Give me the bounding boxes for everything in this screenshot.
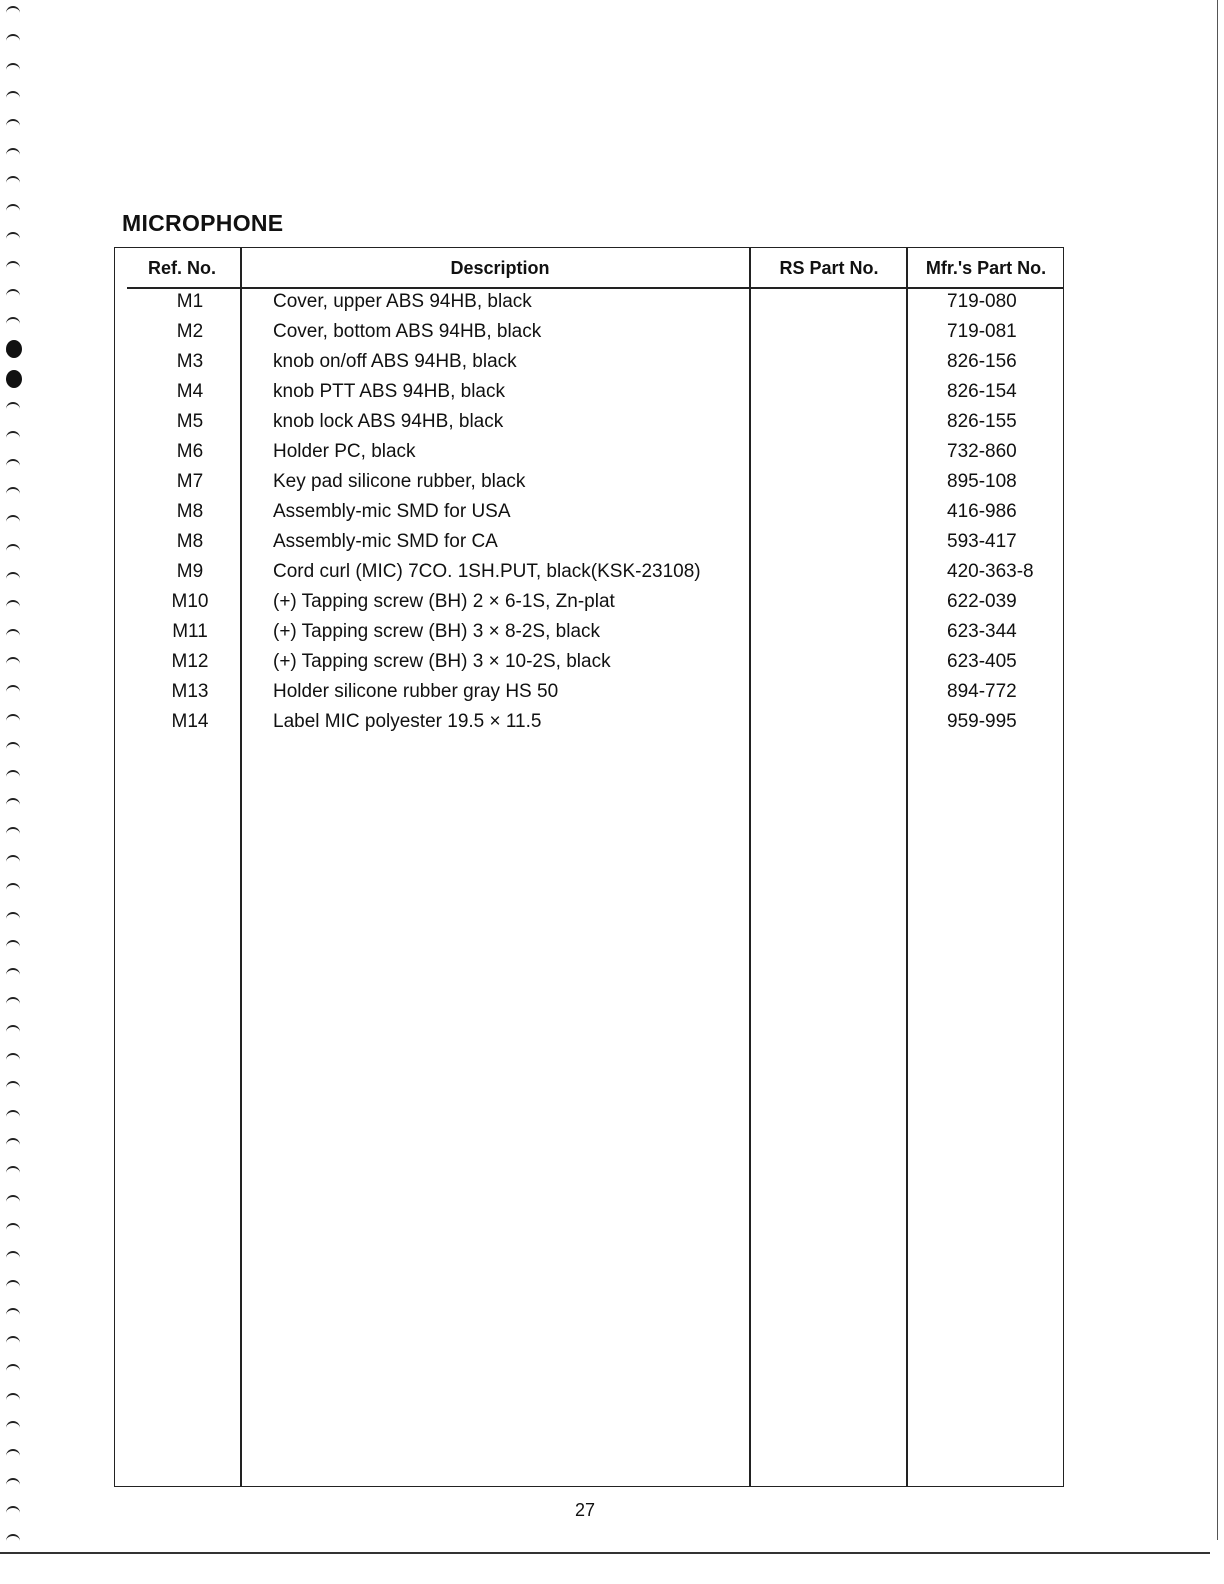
- binding-ring-mark: [6, 1053, 20, 1062]
- binding-ring-mark: [6, 289, 20, 298]
- table-row: [115, 620, 1063, 650]
- mfr-part-cell: 894-772: [947, 681, 1017, 702]
- binding-ring-mark: [6, 968, 20, 977]
- table-row: [115, 590, 1063, 620]
- description-cell: Key pad silicone rubber, black: [273, 471, 526, 492]
- binding-ring-mark: [6, 1421, 20, 1430]
- ref-cell: M13: [171, 681, 209, 702]
- mfr-part-cell: 826-154: [947, 381, 1017, 402]
- ref-cell: M1: [176, 291, 204, 312]
- table-row: [115, 710, 1063, 740]
- binding-ring-mark: [6, 1081, 20, 1090]
- punch-hole: [6, 370, 22, 388]
- ref-cell: M5: [176, 411, 204, 432]
- binding-ring-mark: [6, 572, 20, 581]
- ref-cell: M4: [176, 381, 204, 402]
- table-row: [115, 680, 1063, 710]
- description-cell: (+) Tapping screw (BH) 3 × 8-2S, black: [273, 621, 601, 642]
- binding-ring-mark: [6, 148, 20, 157]
- table-row: [115, 470, 1063, 500]
- description-cell: Cover, upper ABS 94HB, black: [273, 291, 532, 312]
- mfr-part-cell: 593-417: [947, 531, 1017, 552]
- table-row: [115, 500, 1063, 530]
- binding-ring-mark: [6, 798, 20, 807]
- table-row: [115, 320, 1063, 350]
- binding-ring-mark: [6, 1449, 20, 1458]
- page-edge-right: [1217, 0, 1218, 1540]
- binding-ring-mark: [6, 1506, 20, 1515]
- binding-ring-mark: [6, 232, 20, 241]
- binding-ring-mark: [6, 997, 20, 1006]
- description-cell: Cover, bottom ABS 94HB, black: [273, 321, 542, 342]
- description-cell: knob on/off ABS 94HB, black: [273, 351, 517, 372]
- ref-cell: M9: [176, 561, 204, 582]
- table-row: [115, 380, 1063, 410]
- table-row: [115, 440, 1063, 470]
- ref-cell: M6: [176, 441, 204, 462]
- binding-ring-mark: [6, 1025, 20, 1034]
- description-cell: knob PTT ABS 94HB, black: [273, 381, 505, 402]
- mfr-part-cell: 719-081: [947, 321, 1017, 342]
- parts-table: [114, 247, 1064, 1487]
- mfr-part-cell: 719-080: [947, 291, 1017, 312]
- binding-ring-mark: [6, 1393, 20, 1402]
- binding-ring-mark: [6, 431, 20, 440]
- header-ref-no: Ref. No.: [147, 258, 216, 278]
- table-row: [115, 410, 1063, 440]
- page-number: 27: [574, 1500, 596, 1520]
- binding-ring-mark: [6, 1364, 20, 1373]
- mfr-part-cell: 826-155: [947, 411, 1017, 432]
- binding-ring-mark: [6, 1336, 20, 1345]
- binding-ring-mark: [6, 261, 20, 270]
- binding-ring-mark: [6, 204, 20, 213]
- description-cell: Holder PC, black: [273, 441, 416, 462]
- mfr-part-cell: 420-363-8: [947, 561, 1034, 582]
- binding-ring-mark: [6, 487, 20, 496]
- binding-ring-mark: [6, 1138, 20, 1147]
- section-title: MICROPHONE: [122, 210, 284, 236]
- mfr-part-cell: 895-108: [947, 471, 1017, 492]
- binding-ring-mark: [6, 1195, 20, 1204]
- page-edge-bottom: [0, 1552, 1210, 1554]
- binding-ring-mark: [6, 657, 20, 666]
- binding-ring-mark: [6, 1308, 20, 1317]
- mfr-part-cell: 826-156: [947, 351, 1017, 372]
- binding-ring-mark: [6, 317, 20, 326]
- ref-cell: M11: [172, 621, 208, 642]
- binding-ring-mark: [6, 63, 20, 72]
- header-rs-part-no: RS Part No.: [779, 258, 879, 278]
- mfr-part-cell: 623-405: [947, 651, 1017, 672]
- mfr-part-cell: 732-860: [947, 441, 1017, 462]
- binding-ring-mark: [6, 827, 20, 836]
- mfr-part-cell: 959-995: [947, 711, 1017, 732]
- ref-cell: M3: [176, 351, 204, 372]
- binding-ring-mark: [6, 1251, 20, 1260]
- ref-cell: M8: [176, 501, 204, 522]
- binding-ring-mark: [6, 1110, 20, 1119]
- binding-ring-mark: [6, 402, 20, 411]
- binding-ring-mark: [6, 1534, 20, 1543]
- ref-cell: M12: [171, 651, 209, 672]
- mfr-part-cell: 416-986: [947, 501, 1017, 522]
- binding-ring-mark: [6, 544, 20, 553]
- binding-ring-mark: [6, 91, 20, 100]
- ref-cell: M2: [176, 321, 204, 342]
- description-cell: Holder silicone rubber gray HS 50: [273, 681, 559, 702]
- binding-ring-mark: [6, 883, 20, 892]
- binding-edge: [6, 0, 36, 1584]
- binding-ring-mark: [6, 714, 20, 723]
- table-row: [115, 290, 1063, 320]
- ref-cell: M7: [176, 471, 204, 492]
- punch-hole: [6, 340, 22, 358]
- description-cell: Cord curl (MIC) 7CO. 1SH.PUT, black(KSK-23108): [273, 561, 701, 582]
- binding-ring-mark: [6, 685, 20, 694]
- description-cell: Label MIC polyester 19.5 × 11.5: [273, 711, 542, 732]
- mfr-part-cell: 622-039: [947, 591, 1017, 612]
- binding-ring-mark: [6, 1478, 20, 1487]
- binding-ring-mark: [6, 742, 20, 751]
- ref-cell: M8: [176, 531, 204, 552]
- binding-ring-mark: [6, 459, 20, 468]
- header-divider: [127, 287, 1063, 289]
- binding-ring-mark: [6, 176, 20, 185]
- header-mfr-part-no: Mfr.'s Part No.: [925, 258, 1047, 278]
- binding-ring-mark: [6, 855, 20, 864]
- binding-ring-mark: [6, 6, 20, 15]
- ref-cell: M10: [171, 591, 209, 612]
- description-cell: Assembly-mic SMD for CA: [273, 531, 498, 552]
- binding-ring-mark: [6, 770, 20, 779]
- ref-cell: M14: [171, 711, 209, 732]
- binding-ring-mark: [6, 515, 20, 524]
- binding-ring-mark: [6, 34, 20, 43]
- table-row: [115, 350, 1063, 380]
- binding-ring-mark: [6, 940, 20, 949]
- description-cell: Assembly-mic SMD for USA: [273, 501, 511, 522]
- table-row: [115, 650, 1063, 680]
- table-row: [115, 530, 1063, 560]
- binding-ring-mark: [6, 600, 20, 609]
- binding-ring-mark: [6, 1280, 20, 1289]
- description-cell: (+) Tapping screw (BH) 2 × 6-1S, Zn-plat: [273, 591, 615, 612]
- binding-ring-mark: [6, 912, 20, 921]
- binding-ring-mark: [6, 119, 20, 128]
- header-description: Description: [450, 258, 550, 278]
- binding-ring-mark: [6, 1223, 20, 1232]
- description-cell: knob lock ABS 94HB, black: [273, 411, 504, 432]
- table-row: [115, 560, 1063, 590]
- mfr-part-cell: 623-344: [947, 621, 1017, 642]
- binding-ring-mark: [6, 629, 20, 638]
- description-cell: (+) Tapping screw (BH) 3 × 10-2S, black: [273, 651, 611, 672]
- binding-ring-mark: [6, 1166, 20, 1175]
